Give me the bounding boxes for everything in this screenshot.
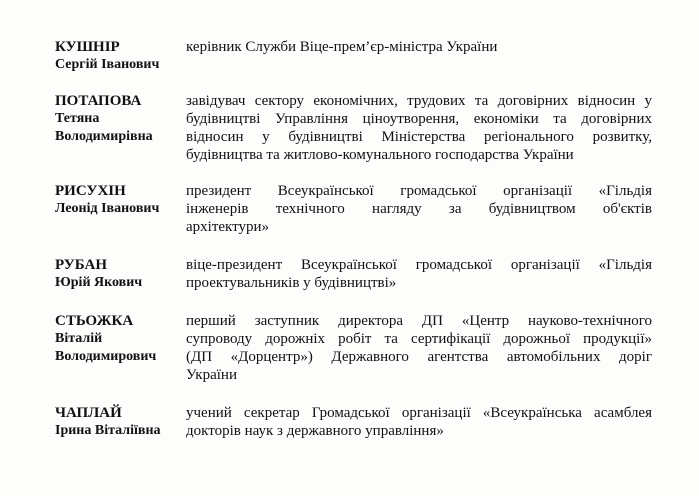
role-line: архітектури» xyxy=(186,219,270,235)
given-name: Володимирівна xyxy=(55,129,153,144)
person-name xyxy=(55,404,185,440)
person-role xyxy=(186,92,652,164)
person-role xyxy=(186,404,652,440)
given-name: Юрій Якович xyxy=(55,275,143,290)
role-line: віце-президент Всеукраїнської громадської організації «Гільдія xyxy=(186,257,652,273)
role-line: супроводу дорожніх робіт та сертифікації дорожньої продукції» xyxy=(186,331,652,347)
role-line: керівник Служби Віце-прем’єр-міністра України xyxy=(186,39,498,55)
given-name: Сергій Іванович xyxy=(55,57,160,72)
surname: ЧАПЛАЙ xyxy=(55,405,122,421)
person-role xyxy=(186,312,652,384)
person-role xyxy=(186,38,652,56)
person-name xyxy=(55,38,185,74)
given-name: Леонід Іванович xyxy=(55,201,160,216)
role-line: завідувач сектору економічних, трудових та договірних відносин у xyxy=(186,93,652,109)
given-name: Тетяна xyxy=(55,111,100,126)
role-line: (ДП «Дорцентр») Державного агентства автомобільних доріг xyxy=(186,349,652,365)
role-line: докторів наук з державного управління» xyxy=(186,423,444,439)
role-line: учений секретар Громадської організації «Всеукраїнська асамблея xyxy=(186,405,652,421)
role-line: будівництві Управління ціноутворення, економіки та договірних xyxy=(186,111,652,127)
given-name: Віталій xyxy=(55,331,103,346)
surname: РУБАН xyxy=(55,257,108,273)
given-name: Володимирович xyxy=(55,349,157,364)
given-name: Ірина Віталіївна xyxy=(55,423,161,438)
role-line: України xyxy=(186,367,237,383)
role-line: президент Всеукраїнської громадської організації «Гільдія xyxy=(186,183,652,199)
person-name xyxy=(55,256,185,292)
surname: РИСУХІН xyxy=(55,183,126,199)
person-role xyxy=(186,256,652,292)
person-name xyxy=(55,312,185,366)
role-line: інженерів технічного нагляду за будівництвом об'єктів xyxy=(186,201,652,217)
surname: СТЬОЖКА xyxy=(55,313,134,329)
surname: ПОТАПОВА xyxy=(55,93,142,109)
role-line: будівництва та житлово-комунального господарства України xyxy=(186,147,574,163)
person-name xyxy=(55,182,185,218)
person-role xyxy=(186,182,652,236)
role-line: проектувальників у будівництві» xyxy=(186,275,397,291)
surname: КУШНІР xyxy=(55,39,120,55)
person-name xyxy=(55,92,185,146)
role-line: перший заступник директора ДП «Центр науково-технічного xyxy=(186,313,652,329)
role-line: відносин у будівництві Міністерства регіонального розвитку, xyxy=(186,129,652,145)
